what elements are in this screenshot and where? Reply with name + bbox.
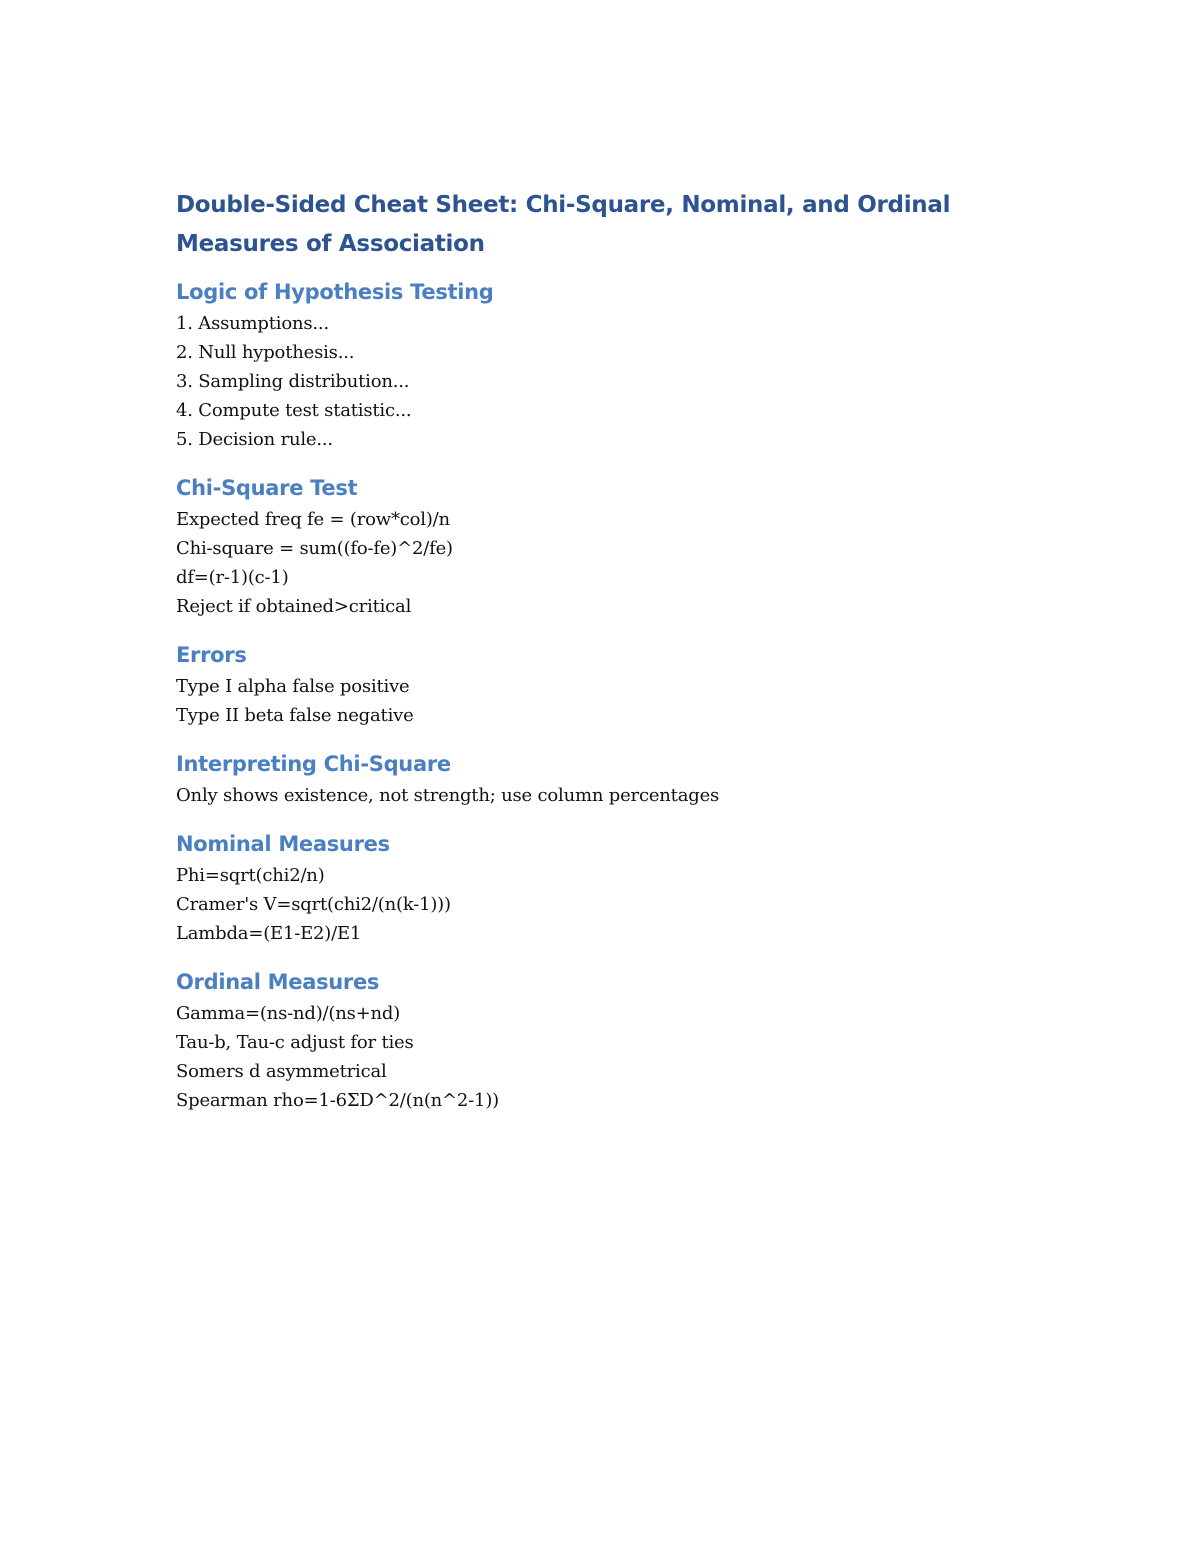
section-line: Type II beta false negative	[176, 705, 414, 726]
section-line: 1. Assumptions...	[176, 313, 329, 334]
section-line: Spearman rho=1-6ΣD^2/(n(n^2-1))	[176, 1090, 499, 1111]
section-nominal-measures	[176, 830, 1056, 948]
section-line: 5. Decision rule...	[176, 429, 333, 450]
document-body	[176, 186, 1056, 1115]
section-heading: Nominal Measures	[176, 832, 390, 856]
section-line: 4. Compute test statistic...	[176, 400, 412, 421]
section-line: Expected freq fe = (row*col)/n	[176, 509, 450, 530]
section-line: Chi-square = sum((fo-fe)^2/fe)	[176, 538, 453, 559]
section-line: Only shows existence, not strength; use column percentages	[176, 785, 720, 806]
section-chi-square-test	[176, 474, 1056, 621]
section-logic-of-hypothesis-testing	[176, 278, 1056, 454]
section-heading: Errors	[176, 643, 247, 667]
section-line: Somers d asymmetrical	[176, 1061, 387, 1082]
section-errors	[176, 641, 1056, 730]
section-line: 3. Sampling distribution...	[176, 371, 410, 392]
section-heading: Chi-Square Test	[176, 476, 358, 500]
section-line: Type I alpha false positive	[176, 676, 410, 697]
section-line: 2. Null hypothesis...	[176, 342, 355, 363]
section-heading: Interpreting Chi-Square	[176, 752, 451, 776]
section-heading: Ordinal Measures	[176, 970, 380, 994]
section-heading: Logic of Hypothesis Testing	[176, 280, 494, 304]
section-line: Reject if obtained>critical	[176, 596, 412, 617]
document-title: Double-Sided Cheat Sheet: Chi-Square, Nominal, and Ordinal Measures of Association	[176, 192, 951, 257]
section-line: Tau-b, Tau-c adjust for ties	[176, 1032, 414, 1053]
section-line: df=(r-1)(c-1)	[176, 567, 289, 588]
section-line: Cramer's V=sqrt(chi2/(n(k-1)))	[176, 894, 451, 915]
section-line: Gamma=(ns-nd)/(ns+nd)	[176, 1003, 401, 1024]
section-line: Lambda=(E1-E2)/E1	[176, 923, 362, 944]
section-line: Phi=sqrt(chi2/n)	[176, 865, 325, 886]
section-ordinal-measures	[176, 968, 1056, 1115]
section-interpreting-chi-square	[176, 750, 1056, 810]
